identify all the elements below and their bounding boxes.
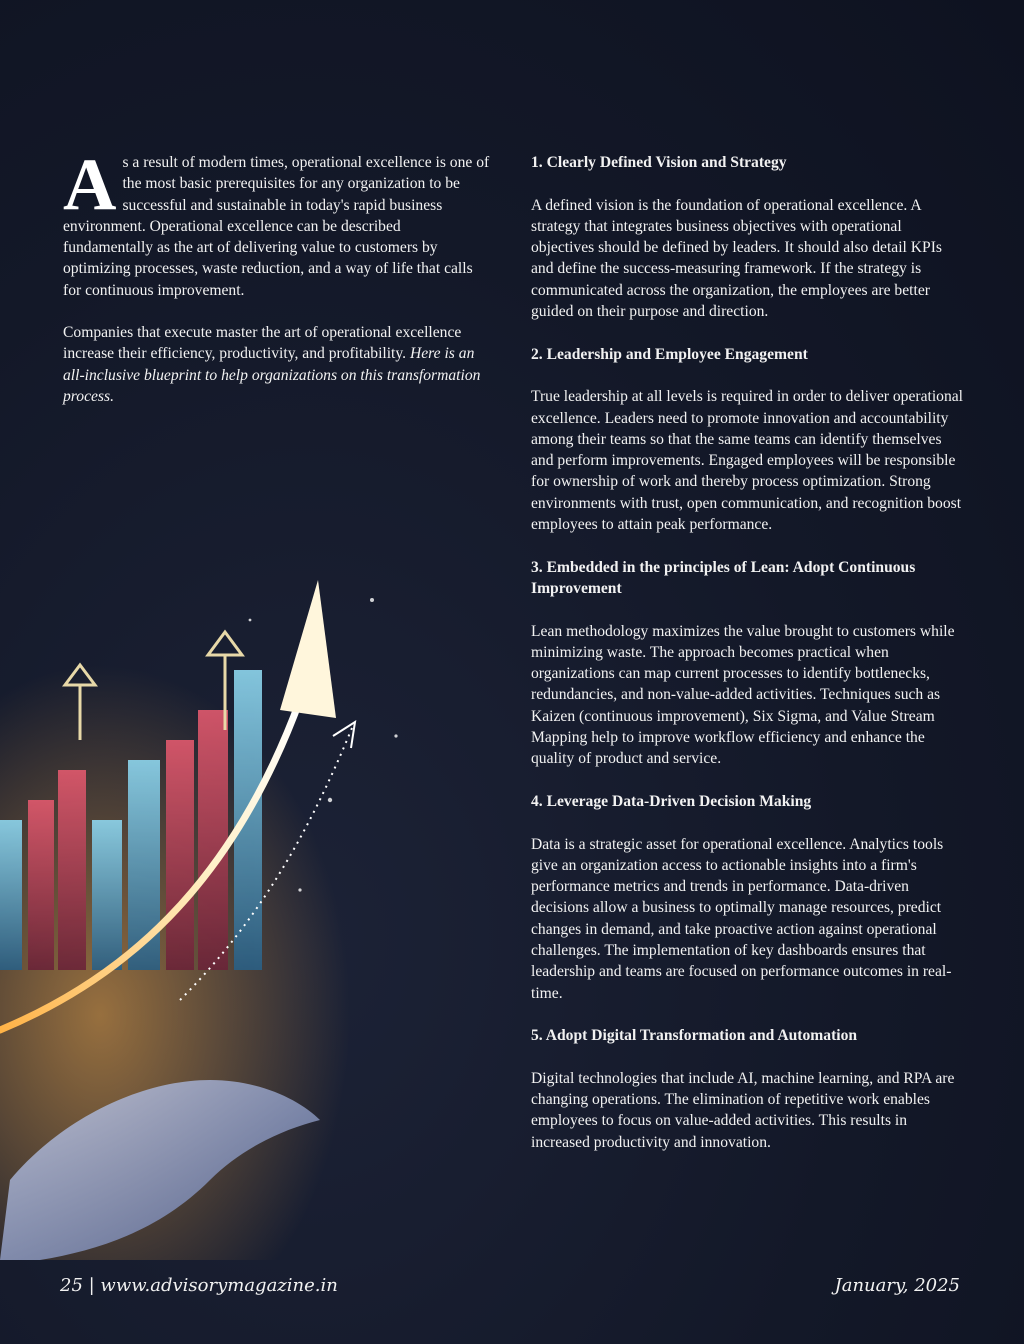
section-3-body: Lean methodology maximizes the value brought to customers while minimizing waste. The approach becomes practical when organizations can map current processes to identify bottlenecks, redundancies, and non-value-added activities. Techniques such as Kaizen (continuous improvement), Six Sigma, and Value Stream Mapping help to improve workflow efficiency and enhance the quality of product and service.: [531, 622, 955, 768]
intro-paragraph-2: [63, 322, 491, 407]
growth-illustration: [0, 560, 500, 1260]
section-5-heading: 5. Adopt Digital Transformation and Automation: [531, 1027, 858, 1045]
footer-page-and-site: 25 | www.advisorymagazine.in: [60, 1275, 338, 1296]
bar: [58, 770, 86, 970]
intro-column: [63, 144, 491, 428]
article-column: [531, 152, 963, 1174]
drop-cap: A: [63, 144, 117, 226]
section-1-heading: 1. Clearly Defined Vision and Strategy: [531, 154, 787, 171]
bar: [92, 820, 122, 970]
bar: [28, 800, 54, 970]
bar: [234, 670, 262, 970]
bar: [198, 710, 228, 970]
bar: [0, 820, 22, 970]
footer-date: January, 2025: [834, 1275, 960, 1296]
intro-paragraph-2-italic: Here is an all-inclusive blueprint to help organizations on this transformation process.: [63, 345, 481, 405]
section-4-body: Data is a strategic asset for operational excellence. Analytics tools give an organization access to actionable insights into a firm's performance metrics and trends in performance. Data-driven decisions allow a business to optimally manage resources, predict changes in demand, and take proactive action against operational challenges. The implementation of key dashboards ensures that leadership and teams are focused on performance outcomes in real-time.: [531, 835, 952, 1002]
section-4-heading: 4. Leverage Data-Driven Decision Making: [531, 792, 812, 810]
intro-paragraph-1: [63, 144, 491, 301]
section-2-heading: 2. Leadership and Employee Engagement: [531, 345, 808, 363]
intro-paragraph-1-text: s a result of modern times, operational excellence is one of the most basic prerequisites for any organization to be successful and sustainable in today's rapid business environment. Operational excellence can be described fundamentally as the art of delivering value to customers by optimizing processes, waste reduction, and a way of life that calls for continuous improvement.: [63, 154, 490, 299]
section-2-body: True leadership at all levels is required in order to deliver operational excellence. Leaders need to promote innovation and accountability among their teams so that the same teams can identify themselves and perform improvements. Engaged employees will be responsible for ownership of work and thereby process optimization. Strong environments with trust, open communication, and recognition boost employees to attain peak performance.: [531, 388, 964, 534]
bar: [166, 740, 194, 970]
page-footer: [60, 1275, 960, 1299]
section-1-body: A defined vision is the foundation of operational excellence. A strategy that integrates business objectives with operational objectives should be defined by leaders. It should also detail KPIs and define the success-measuring framework. If the strategy is communicated across the organization, the employees are better guided on their purpose and direction.: [531, 196, 942, 321]
section-5-body: Digital technologies that include AI, machine learning, and RPA are changing operations. The elimination of repetitive work enables employees to focus on value-added activities. This results in increased productivity and innovation.: [531, 1069, 955, 1151]
intro-paragraph-2-text: Companies that execute master the art of operational excellence increase their efficiency, productivity, and profitability.: [63, 324, 462, 363]
section-3-heading: 3. Embedded in the principles of Lean: Adopt Continuous Improvement: [531, 558, 916, 597]
